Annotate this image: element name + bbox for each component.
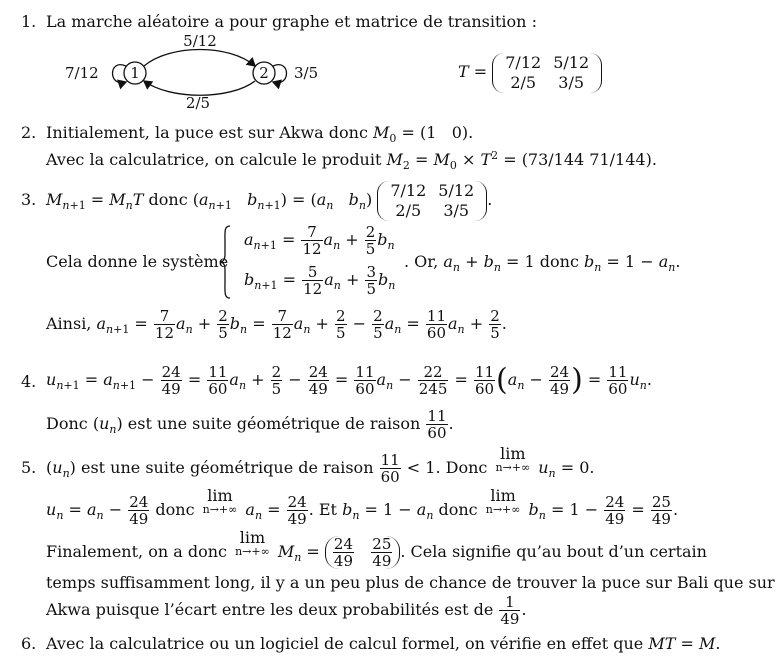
arrow-bottom-label: 2/5 — [185, 94, 211, 112]
item-5-line-4: temps suffisamment long, il y a un peu plus de chance de trouver la puce sur Bali que sur — [46, 573, 775, 592]
item-4-conclusion: Donc $(u_n)$ est une suite géométrique de raison $\frac{11}{60}$ . — [46, 407, 454, 442]
system-eq-1: $a_{n+1}$ = $\frac{7}{12}$ $a_n$ + $\frac{2}{5}$ $b_n$ — [244, 223, 395, 258]
node-1-label: 1 — [130, 64, 140, 82]
m2-value: (73/144 71/144). — [521, 150, 657, 169]
arrow-1-to-2 — [144, 50, 255, 67]
matrix-T-inline — [377, 181, 487, 221]
item-4-number: 4. — [21, 372, 37, 391]
item-2-line-2: Avec la calculatrice, on calcule le produit $M_2 = M_0 \times T^2 = (73/144$ 71/144). — [46, 149, 657, 172]
matrix-cell: 3/5 — [558, 72, 585, 92]
matrix-cell: 2/5 — [395, 200, 422, 220]
item-3-number: 3. — [21, 190, 37, 209]
m0-b: 0 — [451, 123, 462, 142]
system-brace — [218, 224, 232, 300]
matrix-cell: 5/12 — [438, 180, 475, 200]
arrow-top-label: 5/12 — [183, 32, 217, 50]
transition-graph — [60, 30, 340, 112]
item-1-text: La marche aléatoire a pour graphe et matrice de transition : — [46, 12, 537, 31]
item-2-text-2: Avec la calculatrice, on calcule le produit — [46, 150, 382, 169]
item-2-text-1: Initialement, la puce est sur Akwa donc — [46, 123, 368, 142]
item-6-number: 6. — [21, 634, 37, 653]
matrix-cell: 2/5 — [510, 72, 537, 92]
matrix-cell: 7/12 — [505, 52, 542, 72]
matrix-T-display: T = 7/12 5/12 2/5 3/5 — [458, 52, 602, 93]
matrix-T — [492, 53, 602, 93]
loop-2-label: 3/5 — [294, 64, 319, 82]
item-4-equation: $u_{n+1} = a_{n+1}$ − $\frac{24}{49}$ = $\frac{11}{60}$ $a_n$ + $\frac{2}{5}$ − $\frac{24}{49}$ = $\frac{11}{60}$ $a_n$ − $\frac{22}{245}$ = $\frac{11}{60}$ ($a_n$ − $\frac{24}{49}$ ) = $\frac{11}{60}$ $u_n$. — [46, 362, 652, 398]
system-or-text: . Or, $a_n + b_n = 1$ donc $b_n = 1 - a_n$. — [404, 252, 681, 274]
matrix-cell: 5/12 — [553, 52, 590, 72]
matrix-cell: 7/12 — [390, 180, 427, 200]
item-5-line-5: Akwa puisque l’écart entre les deux probabilités est de $\frac{1}{49}$ . — [46, 593, 527, 628]
item-6-text: Avec la calculatrice ou un logiciel de calcul formel, on vérifie en effet que MT = M. — [46, 634, 721, 653]
item-3-system-intro: Cela donne le système — [46, 252, 229, 271]
item-5-line-3: Finalement, on a donc lim n→+∞ $M_n$ = $\frac{24}{49}$ $\frac{25}{49}$ . Cela signifie qu’au bout d’un certain — [46, 528, 707, 570]
matrix-cell: 3/5 — [443, 200, 470, 220]
loop-1-label: 7/12 — [65, 64, 99, 82]
item-3-recurrence: $M_{n+1} = M_nT$ donc ($a_{n+1}$ $b_{n+1}) = (a_n$ $b_n$) 7/12 5/12 2/5 3/5 . — [46, 180, 493, 220]
item-2-number: 2. — [21, 123, 37, 142]
system-eq-2: $b_{n+1}$ = $\frac{5}{12}$ $a_n$ + $\frac{3}{5}$ $b_n$ — [244, 263, 396, 298]
item-1-number: 1. — [21, 12, 37, 31]
limit-matrix: $\frac{24}{49}$ $\frac{25}{49}$ — [325, 536, 400, 569]
m0-a: 1 — [426, 123, 437, 142]
item-5-line-2: $u_n = a_n$ − $\frac{24}{49}$ donc lim n→+∞ $a_n$ = $\frac{24}{49}$ . Et $b_n = 1 - a_n$ donc lim n→+∞ $b_n = 1$ − $\frac{24}{49}$ = $\frac{25}{49}$ . — [46, 486, 679, 528]
node-2-label: 2 — [259, 64, 269, 82]
item-2-line-1: Initialement, la puce est sur Akwa donc $M_0 = (1$ 0). — [46, 123, 474, 145]
item-5-number: 5. — [21, 458, 37, 477]
item-3-ainsi: Ainsi, $a_{n+1}$ = $\frac{7}{12}$ $a_n$ + $\frac{2}{5}$ $b_n$ = $\frac{7}{12}$ $a_n$ + $\frac{2}{5}$ − $\frac{2}{5}$ $a_n$ = $\frac{11}{60}$ $a_n$ + $\frac{2}{5}$ . — [46, 307, 507, 342]
matrix-T-label: T — [458, 62, 469, 81]
item-5-line-1: $(u_n)$ est une suite géométrique de raison $\frac{11}{60}$ < 1. Donc lim n→+∞ $u_n = 0$. — [46, 444, 595, 486]
